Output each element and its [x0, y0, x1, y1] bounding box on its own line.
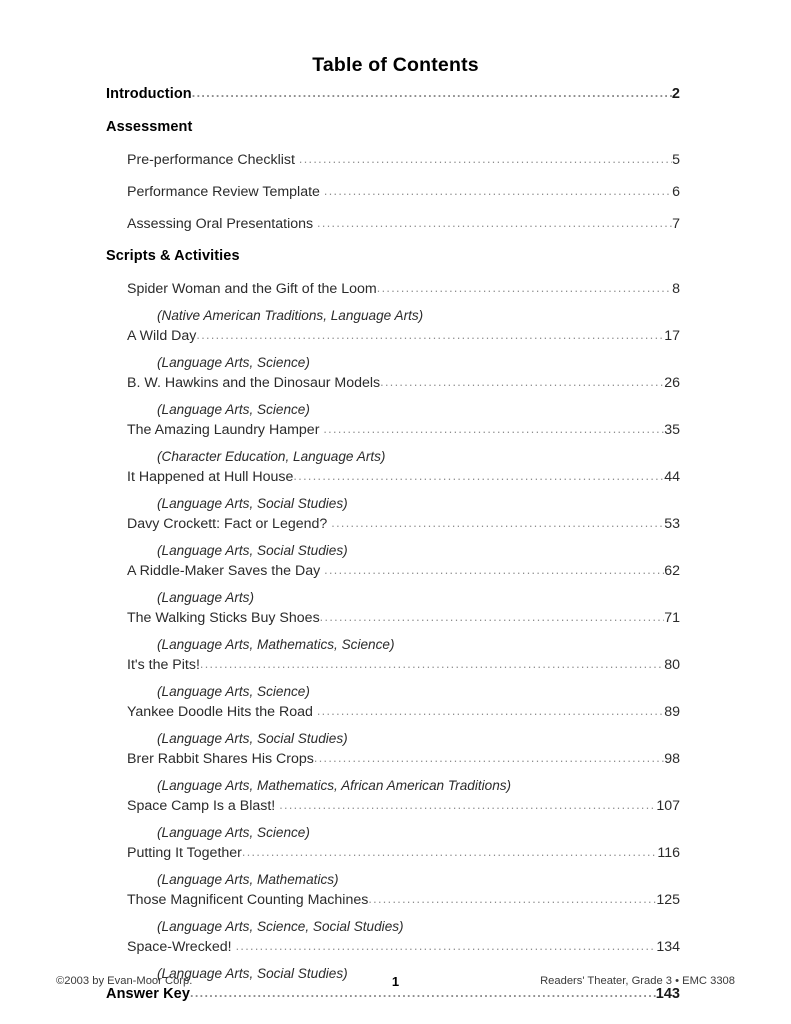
toc-section-label: Answer Key	[106, 986, 191, 1002]
toc-entry-subjects: (Language Arts, Science)	[157, 825, 310, 840]
toc-entry-row	[127, 281, 680, 306]
dot-leader	[323, 423, 664, 439]
footer-page-number: 1	[391, 974, 400, 989]
footer-source: Readers' Theater, Grade 3 • EMC 3308	[540, 975, 735, 987]
toc-page-number: 5	[672, 152, 680, 168]
dot-leader	[279, 799, 656, 815]
toc-entry-subjects: (Language Arts, Mathematics, African American Traditions)	[157, 778, 512, 793]
toc-entry[interactable]	[127, 281, 680, 306]
toc-entry-subjects: (Language Arts, Mathematics)	[157, 872, 339, 887]
dot-leader	[377, 282, 672, 298]
toc-entry-title: The Amazing Laundry Hamper	[127, 422, 324, 438]
toc-entry[interactable]	[127, 152, 680, 177]
toc-entry-row	[127, 751, 680, 776]
toc-entry-title: It's the Pits!	[127, 657, 200, 673]
toc-page-number: 125	[656, 892, 680, 908]
toc-entry-row	[127, 375, 680, 400]
toc-page-number: 62	[664, 563, 680, 579]
toc-entry-subjects: (Language Arts, Science)	[157, 684, 310, 699]
dot-leader	[320, 611, 665, 627]
toc-page-number: 116	[657, 845, 680, 861]
dot-leader	[317, 217, 672, 233]
toc-page-number: 53	[664, 516, 680, 532]
toc-page-number: 6	[672, 184, 680, 200]
toc-entry[interactable]	[127, 184, 680, 209]
toc-entry-title: Those Magnificent Counting Machines	[127, 892, 369, 908]
toc-entry-subjects: (Character Education, Language Arts)	[157, 449, 386, 464]
dot-leader	[331, 517, 664, 533]
spacer	[106, 274, 680, 281]
toc-entry-subjects: (Language Arts, Social Studies)	[157, 496, 348, 511]
dot-leader	[314, 752, 664, 768]
dot-leader	[200, 658, 664, 674]
toc-section-heading[interactable]	[106, 86, 680, 112]
toc-entry-subjects: (Language Arts, Social Studies)	[157, 731, 348, 746]
toc-entry[interactable]	[127, 563, 680, 588]
toc-page-number: 80	[664, 657, 680, 673]
dot-leader	[368, 893, 656, 909]
toc-entry-row	[127, 216, 680, 241]
dot-leader	[242, 846, 657, 862]
toc-entry[interactable]	[127, 751, 680, 776]
toc-entry-row	[127, 152, 680, 177]
toc-entry[interactable]	[127, 216, 680, 241]
toc-entry-subjects: (Language Arts, Science, Social Studies)	[157, 919, 404, 934]
toc-page-number: 2	[671, 86, 680, 102]
toc-entry-title: A Riddle-Maker Saves the Day	[127, 563, 325, 579]
table-of-contents	[106, 86, 680, 1019]
spacer	[106, 209, 680, 216]
toc-entry-subjects: (Native American Traditions, Language Arts)	[157, 308, 424, 323]
page-title: Table of Contents	[312, 54, 479, 76]
toc-entry[interactable]	[127, 610, 680, 635]
spacer	[106, 241, 680, 248]
dot-leader	[236, 940, 657, 956]
spacer	[106, 145, 680, 152]
toc-entry-title: Spider Woman and the Gift of the Loom	[127, 281, 377, 297]
toc-entry-row	[127, 798, 680, 823]
toc-entry-title: A Wild Day	[127, 328, 197, 344]
toc-entry-row	[127, 704, 680, 729]
dot-leader	[293, 470, 664, 486]
toc-entry-row	[127, 610, 680, 635]
toc-entry[interactable]	[127, 704, 680, 729]
toc-entry[interactable]	[127, 845, 680, 870]
toc-entry-row	[127, 939, 680, 964]
toc-section-label: Assessment	[106, 119, 193, 135]
dot-leader	[196, 329, 664, 345]
dot-leader	[192, 87, 672, 102]
toc-entry-row	[127, 469, 680, 494]
toc-entry-subjects: (Language Arts)	[157, 590, 254, 605]
toc-entry-row	[127, 328, 680, 353]
toc-entry-title: Pre-performance Checklist	[127, 152, 299, 168]
toc-entry[interactable]	[127, 892, 680, 917]
toc-entry-subjects: (Language Arts, Social Studies)	[157, 966, 348, 981]
toc-entry-title: Assessing Oral Presentations	[127, 216, 318, 232]
toc-page-number: 17	[664, 328, 680, 344]
toc-page-number: 71	[664, 610, 680, 626]
dot-leader	[324, 185, 672, 201]
toc-entry-subjects: (Language Arts, Mathematics, Science)	[157, 637, 395, 652]
dot-leader	[299, 153, 672, 169]
dot-leader	[317, 705, 664, 721]
toc-page-number: 89	[664, 704, 680, 720]
toc-entry-row	[127, 892, 680, 917]
toc-entry-row	[127, 845, 680, 870]
toc-page-number: 143	[655, 986, 680, 1002]
toc-entry[interactable]	[127, 939, 680, 964]
toc-page-number: 26	[664, 375, 680, 391]
toc-entry[interactable]	[127, 657, 680, 682]
toc-entry-title: B. W. Hawkins and the Dinosaur Models	[127, 375, 381, 391]
toc-entry[interactable]	[127, 328, 680, 353]
toc-entry-title: Space Camp Is a Blast!	[127, 798, 280, 814]
toc-entry-title: Yankee Doodle Hits the Road	[127, 704, 317, 720]
toc-page-number: 7	[672, 216, 680, 232]
toc-entry-title: It Happened at Hull House	[127, 469, 294, 485]
toc-entry[interactable]	[127, 516, 680, 541]
toc-entry-title: The Walking Sticks Buy Shoes	[127, 610, 320, 626]
spacer	[106, 177, 680, 184]
toc-page-number: 98	[664, 751, 680, 767]
toc-page-number: 107	[656, 798, 680, 814]
dot-leader	[324, 564, 664, 580]
toc-entry-row	[127, 563, 680, 588]
toc-section-heading[interactable]	[106, 248, 680, 274]
footer-copyright: ©2003 by Evan-Moor Corp.	[56, 975, 193, 987]
toc-entry-title: Putting It Together	[127, 845, 242, 861]
toc-entry-row	[127, 184, 680, 209]
toc-page-number: 35	[664, 422, 680, 438]
toc-page-number: 8	[672, 281, 680, 297]
toc-section-label: Scripts & Activities	[106, 248, 240, 264]
toc-entry[interactable]	[127, 422, 680, 447]
toc-entry[interactable]	[127, 469, 680, 494]
spacer	[106, 112, 680, 119]
toc-entry-row	[127, 516, 680, 541]
toc-entry-title: Space-Wrecked!	[127, 939, 236, 955]
toc-entry-title: Performance Review Template	[127, 184, 324, 200]
toc-entry[interactable]	[127, 798, 680, 823]
spacer	[106, 1012, 680, 1019]
toc-entry-subjects: (Language Arts, Science)	[157, 355, 310, 370]
dot-leader	[380, 376, 664, 392]
toc-entry-subjects: (Language Arts, Science)	[157, 402, 310, 417]
toc-page-number: 44	[664, 469, 680, 485]
toc-section-heading[interactable]	[106, 119, 680, 145]
toc-entry-title: Davy Crockett: Fact or Legend?	[127, 516, 332, 532]
toc-section-label: Introduction	[106, 86, 192, 102]
toc-entry[interactable]	[127, 375, 680, 400]
toc-entry-row	[127, 657, 680, 682]
page-footer	[56, 975, 735, 995]
toc-entry-subjects: (Language Arts, Social Studies)	[157, 543, 348, 558]
toc-entry-title: Brer Rabbit Shares His Crops	[127, 751, 314, 767]
toc-page-number: 134	[656, 939, 680, 955]
toc-entry-row	[127, 422, 680, 447]
